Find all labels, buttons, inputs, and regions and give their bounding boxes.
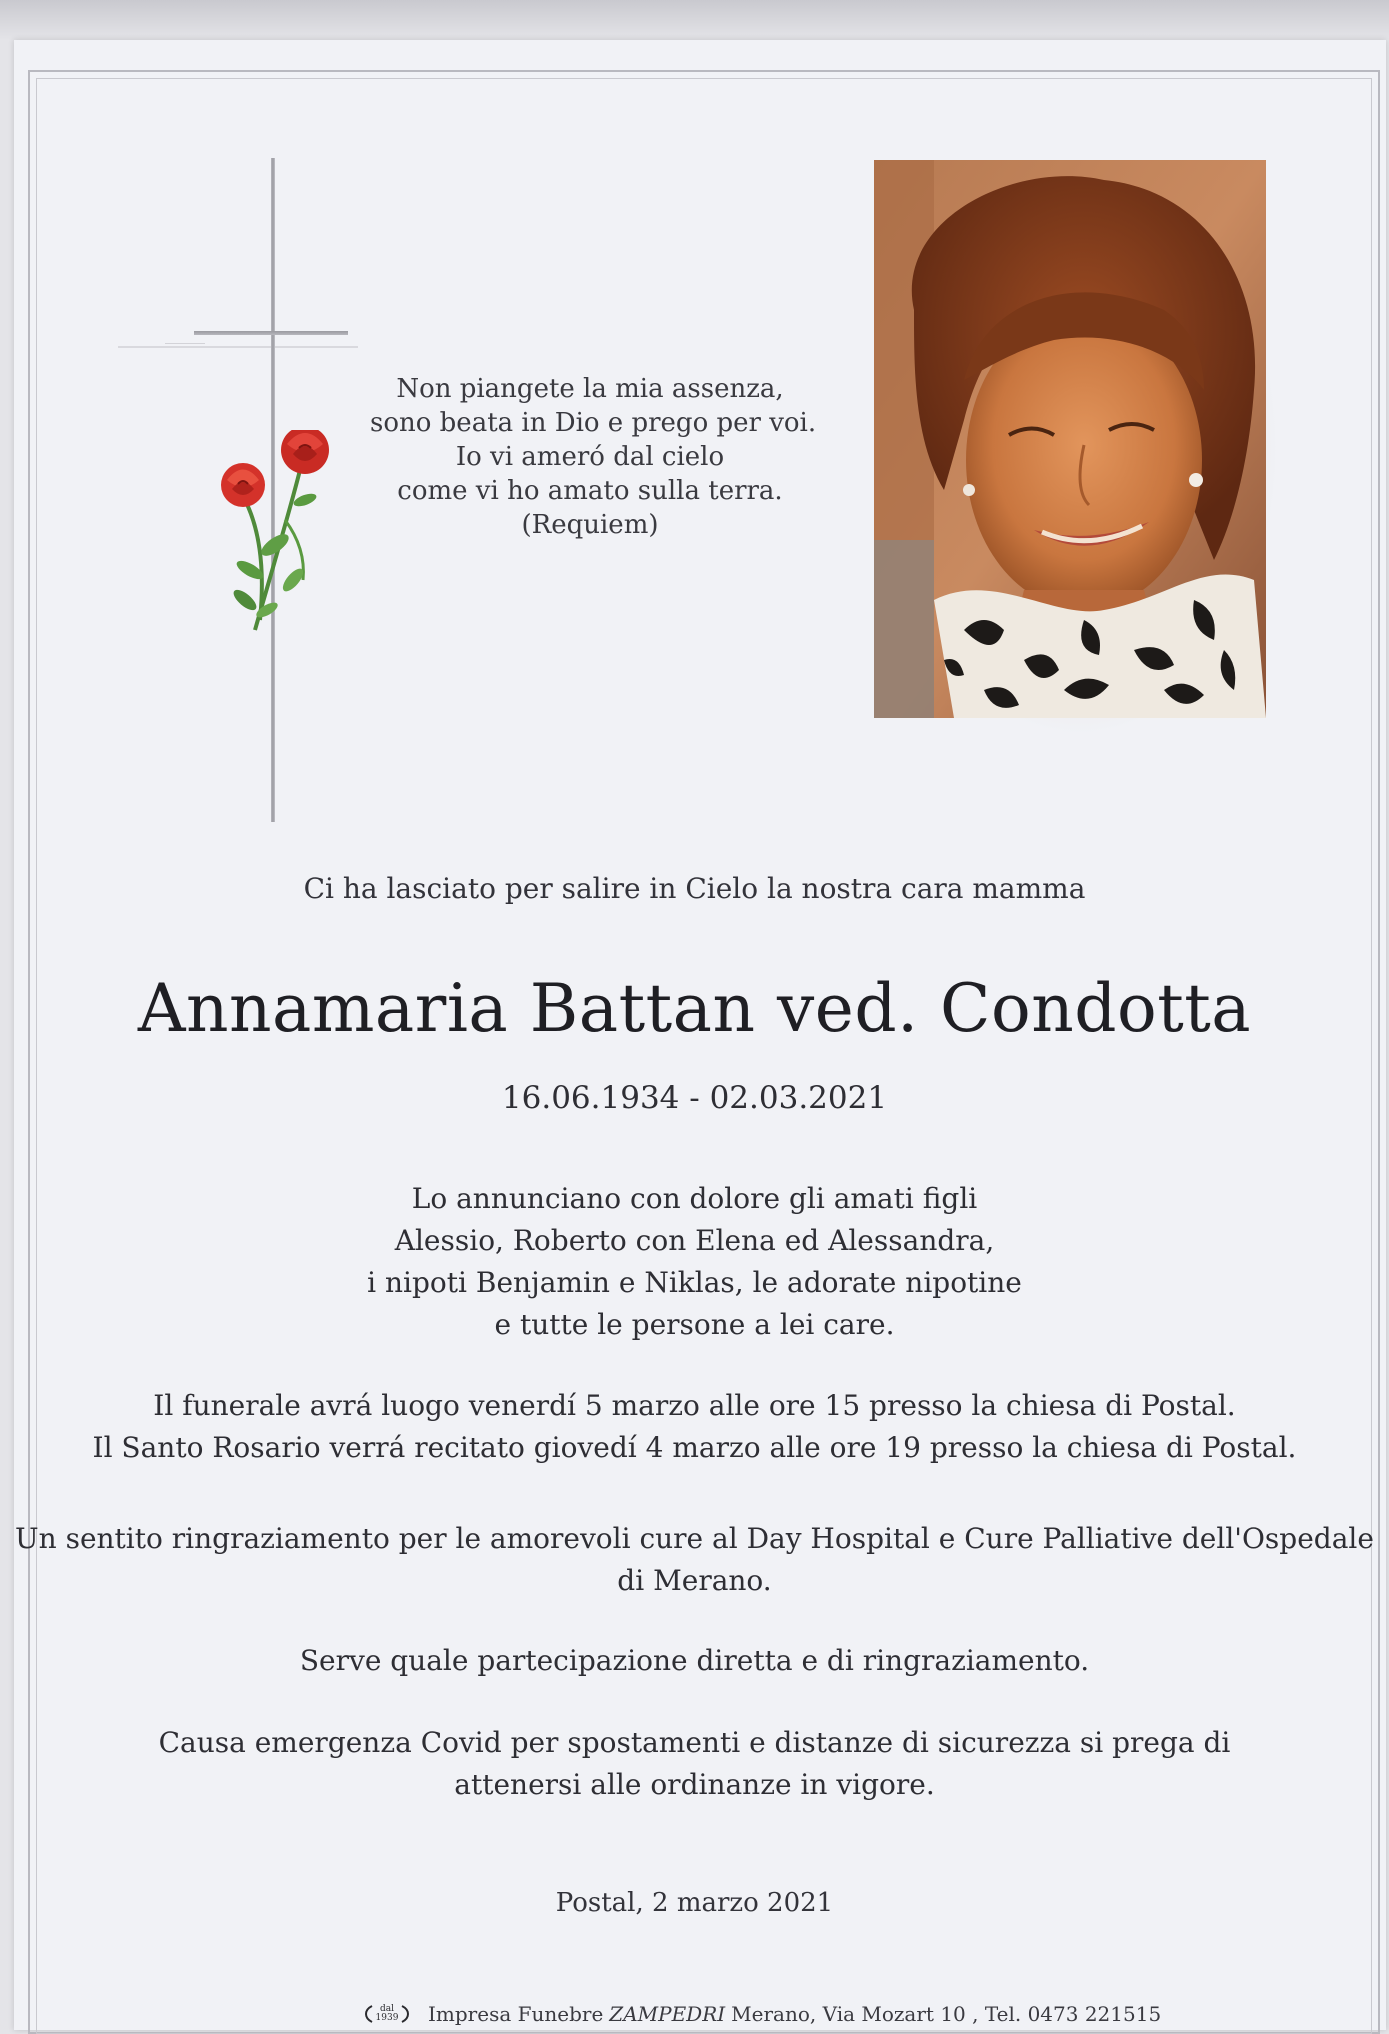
footer-prefix: Impresa Funebre	[428, 2002, 604, 2026]
covid-line: Causa emergenza Covid per spostamenti e distanze di sicurezza si prega di	[158, 1726, 1231, 1759]
thanks-line: di Merano.	[617, 1564, 772, 1597]
cross-shadow-line	[165, 343, 205, 344]
family-line: Lo annunciano con dolore gli amati figli	[411, 1182, 978, 1215]
life-dates: 16.06.1934 - 02.03.2021	[501, 1080, 888, 1116]
logo-text-year: 1939	[375, 2013, 399, 2023]
portrait-photo	[874, 160, 1266, 718]
poem-line: come vi ho amato sulla terra.	[397, 476, 783, 506]
participation-note	[0, 1640, 1389, 1682]
cross-horizontal-bar	[194, 331, 348, 335]
logo-text-dal: dal	[379, 2004, 394, 2014]
family-line: e tutte le persone a lei care.	[494, 1308, 895, 1341]
roses-icon	[205, 430, 355, 640]
funeral-line: Il funerale avrá luogo venerdí 5 marzo alle ore 15 presso la chiesa di Postal.	[153, 1389, 1236, 1422]
footer-brand: ZAMPEDRI	[609, 2002, 726, 2026]
photo-top-strip	[0, 0, 1389, 40]
family-line: Alessio, Roberto con Elena ed Alessandra,	[394, 1224, 995, 1257]
poem-line: (Requiem)	[521, 510, 659, 540]
footer	[352, 2002, 1252, 2026]
cross-shadow-line	[118, 346, 358, 348]
deceased-name: Annamaria Battan ved. Condotta	[137, 970, 1252, 1047]
poem-line: Non piangete la mia assenza,	[396, 374, 784, 404]
thanks-line: Un sentito ringraziamento per le amorevoli cure al Day Hospital e Cure Palliative dell'Ospedale	[15, 1522, 1374, 1555]
intro-text: Ci ha lasciato per salire in Cielo la nostra cara mamma	[303, 872, 1086, 905]
poem	[370, 372, 817, 542]
covid-note	[0, 1722, 1389, 1806]
laurel-left-icon	[360, 2004, 376, 2024]
funeral-line: Il Santo Rosario verrá recitato giovedí 4 marzo alle ore 19 presso la chiesa di Postal.	[92, 1431, 1297, 1464]
serve-line: Serve quale partecipazione diretta e di ringraziamento.	[299, 1644, 1090, 1677]
place-and-date: Postal, 2 marzo 2021	[555, 1888, 834, 1918]
covid-line: attenersi alle ordinanze in vigore.	[454, 1768, 935, 1801]
footer-address: Merano, Via Mozart 10 , Tel. 0473 221515	[731, 2002, 1162, 2026]
laurel-right-icon	[398, 2004, 414, 2024]
thanks-note	[0, 1518, 1389, 1602]
poem-line: sono beata in Dio e prego per voi.	[370, 408, 817, 438]
family-line: i nipoti Benjamin e Niklas, le adorate nipotine	[367, 1266, 1022, 1299]
poem-line: Io vi ameró dal cielo	[455, 442, 725, 472]
funeral-info	[0, 1385, 1389, 1469]
family-announcement	[0, 1178, 1389, 1346]
funeral-home-logo-icon	[352, 2002, 422, 2026]
